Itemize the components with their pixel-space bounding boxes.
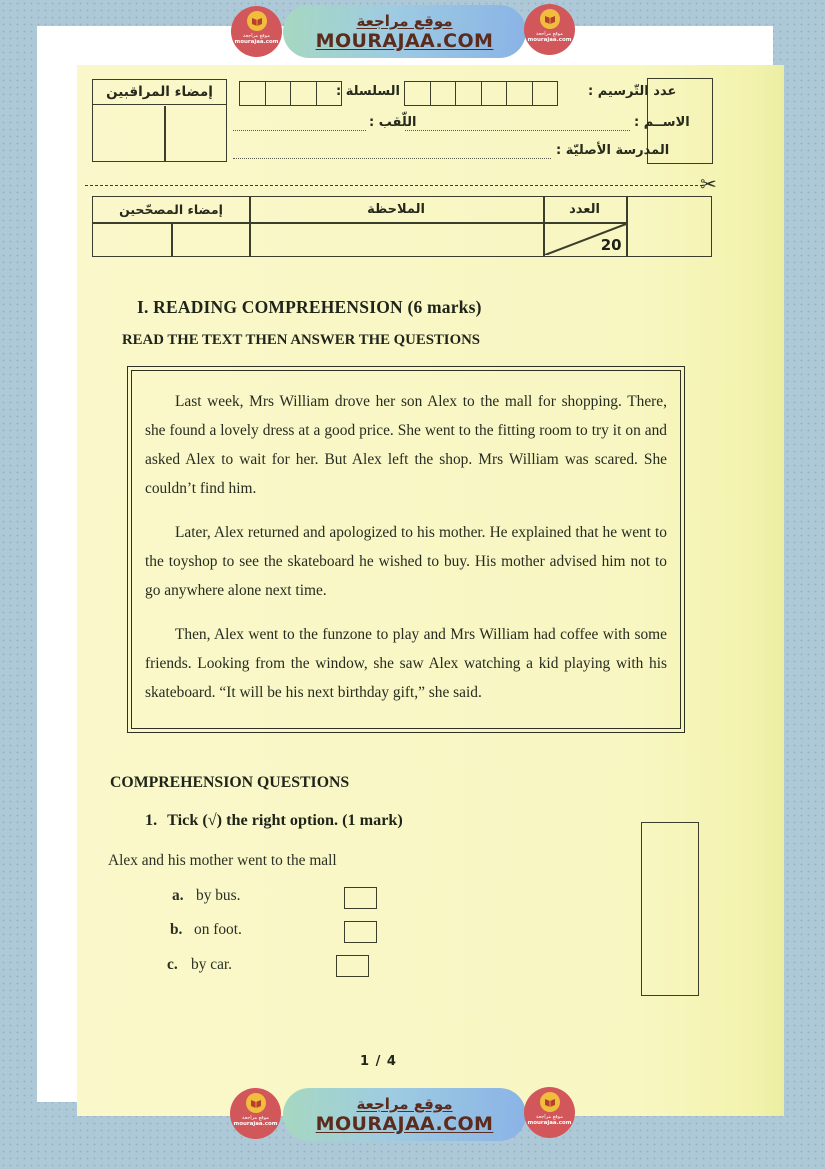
reading-passage bbox=[131, 370, 681, 729]
series-label: السلسلة : bbox=[335, 84, 400, 99]
mark-cell bbox=[545, 224, 626, 255]
question-1-prompt bbox=[145, 811, 403, 830]
passage-paragraph: Last week, Mrs William drove her son Alex to the mall for shopping. There, she found a lovely dress at a good price. She went to the fitting room to try it on and asked Alex to wait for her. But Alex left the shop. Mrs William was scared. She couldn’t find him. bbox=[145, 393, 667, 497]
digit-box bbox=[265, 82, 291, 105]
book-icon bbox=[247, 11, 267, 31]
cut-dashed-line bbox=[85, 185, 703, 186]
logo-text-ar: موقع مراجعة bbox=[243, 33, 270, 39]
supervisors-signature-box bbox=[92, 79, 227, 162]
supervisors-label: إمضاء المراقبين bbox=[106, 84, 213, 100]
passage-paragraph: Later, Alex returned and apologized to his mother. He explained that he went to the toyshop to see the skateboard he wished to buy. His mother advised him not to go anywhere alone next time. bbox=[145, 524, 667, 599]
question-text: Tick (√) the right option. (1 mark) bbox=[167, 811, 403, 829]
question-1-stem: Alex and his mother went to the mall bbox=[108, 852, 337, 869]
digit-box bbox=[455, 82, 481, 105]
option-text: by car. bbox=[191, 956, 233, 973]
name-label: الاســم : bbox=[634, 115, 690, 130]
option-a bbox=[172, 887, 240, 905]
bottom-banner-link[interactable] bbox=[283, 1088, 526, 1141]
option-a-checkbox[interactable] bbox=[344, 887, 377, 909]
book-icon bbox=[246, 1093, 266, 1113]
option-b bbox=[170, 921, 242, 939]
banner-domain: MOURAJAA.COM bbox=[315, 1112, 494, 1135]
section-instruction: READ THE TEXT THEN ANSWER THE QUESTIONS bbox=[122, 332, 480, 348]
digit-box bbox=[506, 82, 532, 105]
total-mark: 20 bbox=[600, 235, 622, 254]
option-text: by bus. bbox=[196, 887, 241, 904]
mark-header: العدد bbox=[569, 202, 600, 217]
registration-digit-boxes bbox=[404, 81, 558, 106]
option-letter: a. bbox=[172, 887, 184, 904]
logo-text-domain: mourajaa.com bbox=[527, 37, 572, 43]
surname-label: اللّقب : bbox=[369, 115, 417, 130]
logo-text-domain: mourajaa.com bbox=[233, 1121, 278, 1127]
correctors-header: إمضاء المصحّحين bbox=[119, 202, 223, 217]
mourajaa-logo-icon bbox=[230, 1088, 281, 1139]
option-text: on foot. bbox=[194, 921, 242, 938]
banner-site-name: موقع مراجعة bbox=[356, 1094, 453, 1113]
digit-box bbox=[290, 82, 316, 105]
name-fill-line bbox=[405, 129, 630, 131]
digit-box bbox=[532, 82, 558, 105]
question-number: 1. bbox=[145, 811, 158, 829]
mourajaa-logo-icon bbox=[231, 6, 282, 57]
option-c bbox=[167, 956, 232, 974]
banner-domain: MOURAJAA.COM bbox=[315, 29, 494, 52]
option-letter: b. bbox=[170, 921, 183, 938]
divider bbox=[164, 106, 166, 161]
series-digit-boxes bbox=[239, 81, 342, 106]
school-label: المدرسة الأصليّة : bbox=[556, 143, 670, 158]
school-fill-line bbox=[233, 157, 551, 159]
mourajaa-logo-icon bbox=[524, 4, 575, 55]
page-number: 1 / 4 bbox=[360, 1054, 397, 1069]
option-c-checkbox[interactable] bbox=[336, 955, 369, 977]
mourajaa-logo-icon bbox=[524, 1087, 575, 1138]
surname-fill-line bbox=[233, 129, 366, 131]
remark-header: الملاحظة bbox=[367, 202, 425, 217]
book-icon bbox=[540, 1092, 560, 1112]
logo-text-domain: mourajaa.com bbox=[527, 1120, 572, 1126]
section-title: I. READING COMPREHENSION (6 marks) bbox=[137, 297, 482, 317]
option-letter: c. bbox=[167, 956, 178, 973]
logo-text-domain: mourajaa.com bbox=[234, 39, 279, 45]
marks-table bbox=[92, 196, 712, 257]
passage-paragraph: Then, Alex went to the funzone to play and Mrs William had coffee with some friends. Looking from the window, she saw Alex watching a kid playing with his skateboard. “It will be his next birthday gift,” she said. bbox=[145, 626, 667, 701]
scissors-icon: ✂ bbox=[700, 172, 717, 196]
banner-site-name: موقع مراجعة bbox=[356, 11, 453, 30]
logo-text-ar: موقع مراجعة bbox=[536, 31, 563, 37]
registration-label: عدد التّرسيم : bbox=[588, 84, 677, 99]
table-line bbox=[171, 224, 173, 256]
mark-answer-box bbox=[641, 822, 699, 996]
questions-heading: COMPREHENSION QUESTIONS bbox=[110, 774, 350, 791]
reading-passage-box bbox=[127, 366, 685, 733]
digit-box bbox=[240, 82, 265, 105]
logo-text-ar: موقع مراجعة bbox=[536, 1114, 563, 1120]
book-icon bbox=[540, 9, 560, 29]
digit-box bbox=[481, 82, 507, 105]
table-line bbox=[626, 197, 628, 256]
logo-text-ar: موقع مراجعة bbox=[242, 1115, 269, 1121]
option-b-checkbox[interactable] bbox=[344, 921, 377, 943]
digit-box bbox=[430, 82, 456, 105]
digit-box bbox=[405, 82, 430, 105]
top-banner-link[interactable] bbox=[283, 5, 526, 58]
